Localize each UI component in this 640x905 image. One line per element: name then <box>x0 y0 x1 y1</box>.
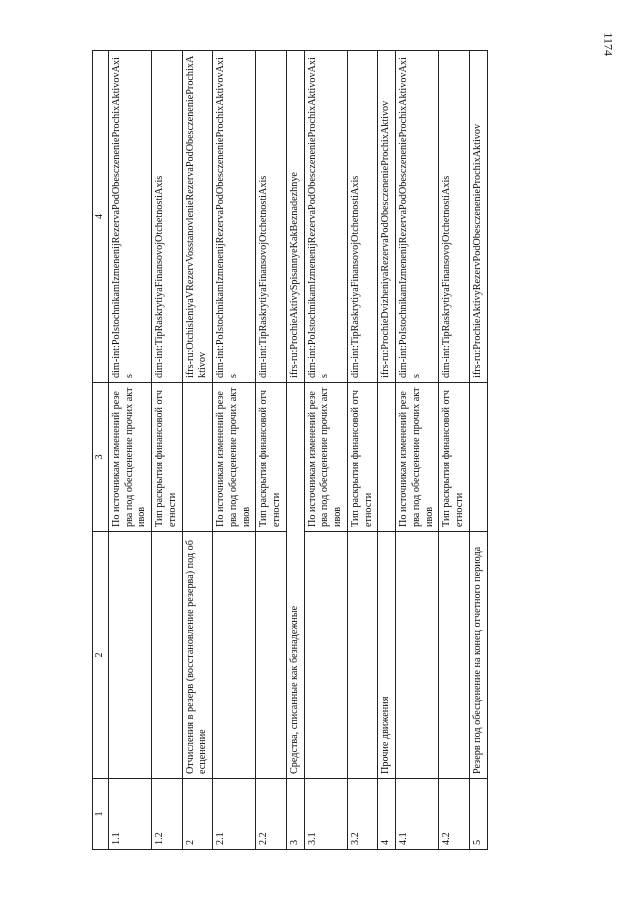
row-name <box>304 532 347 779</box>
row-axis: По источникам изменений резерва под обесценение прочих активов <box>396 383 439 532</box>
row-code: dim-int:TipRaskrytiyaFinansovojOtchetnostiAxis <box>439 51 470 383</box>
table-row <box>256 51 287 850</box>
table-row <box>182 51 213 850</box>
row-axis: Тип раскрытия финансовой отчетности <box>256 383 287 532</box>
table-row <box>213 51 256 850</box>
row-code: ifrs-ru:OtchisleniyaVRezervVosstanovlenieRezervaPodObesczenenieProchixAktivov <box>182 51 213 383</box>
header-col-1: 1 <box>93 779 109 850</box>
row-axis <box>469 383 487 532</box>
row-name <box>256 532 287 779</box>
row-axis: По источникам изменений резерва под обесценение прочих активов <box>108 383 151 532</box>
table-row <box>396 51 439 850</box>
row-axis: Тип раскрытия финансовой отчетности <box>439 383 470 532</box>
row-name: Резерв под обесценение на конец отчетного периода <box>469 532 487 779</box>
row-number: 2.2 <box>256 779 287 850</box>
row-axis <box>378 383 396 532</box>
table-row <box>347 51 378 850</box>
table-row <box>286 51 304 850</box>
row-name: Прочие движения <box>378 532 396 779</box>
row-name <box>108 532 151 779</box>
row-name <box>347 532 378 779</box>
table-row <box>108 51 151 850</box>
header-col-2: 2 <box>93 532 109 779</box>
header-col-4: 4 <box>93 51 109 383</box>
row-code: dim-int:PoIstochnikamIzmenenijRezervaPodObesczenenieProchixAktivovAxis <box>108 51 151 383</box>
header-col-3: 3 <box>93 383 109 532</box>
table-row <box>439 51 470 850</box>
row-number: 4.1 <box>396 779 439 850</box>
row-code: dim-int:TipRaskrytiyaFinansovojOtchetnostiAxis <box>347 51 378 383</box>
row-code: dim-int:TipRaskrytiyaFinansovojOtchetnostiAxis <box>152 51 183 383</box>
row-number: 1.2 <box>152 779 183 850</box>
row-name: Средства, списанные как безнадежные <box>286 383 304 779</box>
row-name: Отчисления в резерв (восстановление резерва) под обесценение <box>182 532 213 779</box>
row-code: dim-int:PoIstochnikamIzmenenijRezervaPodObesczenenieProchixAktivovAxis <box>396 51 439 383</box>
page-number: 1174 <box>602 32 616 56</box>
row-number: 3 <box>286 779 304 850</box>
table-header-row <box>93 51 109 850</box>
table-row <box>304 51 347 850</box>
row-name <box>213 532 256 779</box>
row-number: 5 <box>469 779 487 850</box>
row-number: 2 <box>182 779 213 850</box>
row-axis: По источникам изменений резерва под обесценение прочих активов <box>304 383 347 532</box>
rotated-table-container <box>92 50 552 850</box>
row-name <box>152 532 183 779</box>
row-axis: По источникам изменений резерва под обесценение прочих активов <box>213 383 256 532</box>
row-axis: Тип раскрытия финансовой отчетности <box>152 383 183 532</box>
row-code: ifrs-ru:ProchieAktivyRezervPodObesczenenieProchixAktivov <box>469 51 487 383</box>
table-row <box>378 51 396 850</box>
row-name <box>439 532 470 779</box>
row-number: 3.1 <box>304 779 347 850</box>
row-name <box>396 532 439 779</box>
row-number: 4 <box>378 779 396 850</box>
row-code: dim-int:TipRaskrytiyaFinansovojOtchetnostiAxis <box>256 51 287 383</box>
row-number: 2.1 <box>213 779 256 850</box>
table-row <box>469 51 487 850</box>
row-code: dim-int:PoIstochnikamIzmenenijRezervaPodObesczenenieProchixAktivovAxis <box>304 51 347 383</box>
taxonomy-table <box>92 50 488 850</box>
row-number: 4.2 <box>439 779 470 850</box>
row-code: ifrs-ru:ProchieAktivySpisannyeKakBeznadezhnye <box>286 51 304 383</box>
row-code: ifrs-ru:ProchieDvizheniyaRezervaPodObesczenenieProchixAktivov <box>378 51 396 383</box>
row-number: 3.2 <box>347 779 378 850</box>
table-row <box>152 51 183 850</box>
row-axis: Тип раскрытия финансовой отчетности <box>347 383 378 532</box>
row-axis <box>182 383 213 532</box>
row-number: 1.1 <box>108 779 151 850</box>
row-code: dim-int:PoIstochnikamIzmenenijRezervaPodObesczenenieProchixAktivovAxis <box>213 51 256 383</box>
